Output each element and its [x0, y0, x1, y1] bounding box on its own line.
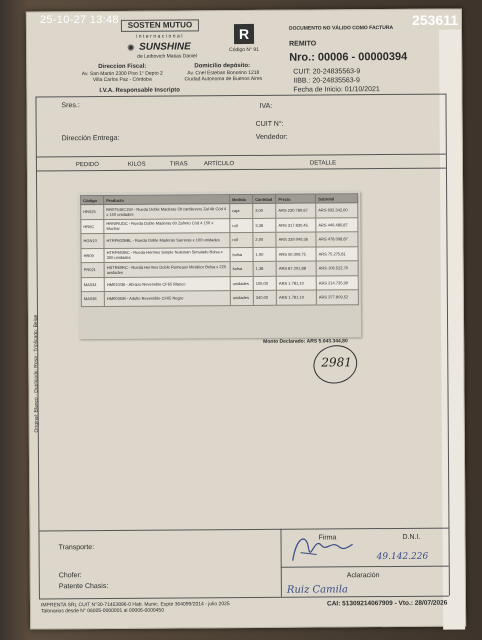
- th-price: Precio: [276, 194, 316, 203]
- cuit: CUIT: 20-24835563-9: [293, 68, 361, 76]
- document-letter: R: [234, 24, 254, 44]
- cell-price: ARS 1.781,10: [276, 276, 316, 291]
- sunshine-logo: SUNSHINE: [139, 41, 191, 53]
- cell-qty: 100,00: [253, 276, 276, 291]
- cell-qty: 340,00: [253, 290, 276, 305]
- aclaracion-label: Aclaración: [346, 572, 380, 580]
- footer-split: [280, 529, 281, 597]
- seller-label: Vendedor:: [255, 133, 288, 141]
- col-detalle: DETALLE: [309, 160, 337, 167]
- codigo-number: Código N° 91: [229, 46, 259, 54]
- printer-info: IMPRENTA SRL CUIT N°30-71453896-0 Hab. Munic. Expte 364099/2014 - julio 2025: [40, 601, 230, 609]
- cell-qty: 3,38: [253, 218, 276, 233]
- photo-timestamp: 25-10-27 13:48: [40, 14, 119, 26]
- cell-product: HRN/RUDC - Rueda Doble Maderas 60 Zafreto Cód 4 150 x Mochar: [104, 218, 230, 233]
- sun-icon: ✺: [127, 42, 135, 53]
- cell-unit: roll: [230, 218, 253, 233]
- cell-subtotal: ARS 106.522,70: [316, 261, 358, 276]
- cell-code: HR0C: [81, 219, 104, 234]
- cell-qty: 1,38: [253, 261, 276, 276]
- declared-total: Monto Declarado: ARS 5.043.344,80: [263, 338, 348, 345]
- cell-unit: bolsa: [230, 261, 253, 276]
- cell-qty: 3,00: [253, 203, 276, 218]
- cell-unit: unidades: [230, 290, 253, 305]
- transport-label: Transporte:: [58, 544, 95, 552]
- cell-unit: roll: [230, 232, 253, 247]
- cell-unit: caja: [230, 203, 253, 218]
- plate-label: Patente Chasis:: [58, 582, 109, 591]
- photo-id: 253611: [412, 12, 458, 28]
- fiscal-line1: Av. San Martin 2300 Piso 1° Depto 2: [81, 70, 163, 78]
- cell-code: MA034: [81, 277, 104, 292]
- cell-code: HR09: [81, 248, 104, 263]
- cell-subtotal: ARS 478.098,87: [316, 232, 358, 247]
- col-kilos: KILOS: [127, 161, 146, 168]
- divider: [38, 528, 448, 532]
- dni-handwritten: 49.142.226: [376, 551, 429, 563]
- firma-label: Firma: [318, 534, 337, 542]
- th-code: Código: [81, 195, 104, 204]
- dni-label: D.N.I.: [402, 533, 421, 541]
- cell-price: ARS 230.780,67: [276, 203, 316, 218]
- deposit-line1: Av. Cnel Esteban Bonorino 1218: [187, 69, 260, 77]
- col-tiras: TIRAS: [169, 161, 188, 168]
- cell-product: HTRP602BBL - Rueda Doble Maderas Sarreras x 100 unidades: [104, 233, 230, 248]
- remito-number: Nro.: 00006 - 00000394: [289, 50, 408, 64]
- th-product: Producto: [104, 195, 230, 205]
- cell-code: PR021: [81, 262, 104, 277]
- cell-code: HGN10: [81, 233, 104, 248]
- cell-unit: bolsa: [230, 247, 253, 262]
- cell-subtotal: ARS 377.809,52: [316, 290, 358, 305]
- cell-qty: 2,00: [253, 232, 276, 247]
- printer-range: Talonarios desde N° 06005-0000001 al 00006-0000450: [41, 607, 164, 615]
- cell-code: MA036: [81, 291, 104, 306]
- fiscal-title: Direccion Fiscal:: [98, 63, 147, 71]
- iva-condition: I.V.A. Responsable Inscripto: [99, 87, 180, 95]
- cell-unit: unidades: [230, 276, 253, 291]
- doc-type: REMITO: [289, 40, 317, 48]
- driver-label: Chofer:: [58, 572, 82, 580]
- cell-product: HTRP602BC - Rueda Hermes Simple Nuleman Simulado Bolsa x 300 unidades: [104, 247, 230, 262]
- cell-product: HM010/36 - Abrazo Reversible CF65 Blanco: [104, 276, 230, 291]
- divider: [281, 566, 449, 568]
- brand-owner: de Leibovich Matias Daniel: [137, 53, 197, 60]
- cuit-label: CUIT N°:: [255, 120, 284, 128]
- col-articulo: ARTÍCULO: [203, 161, 235, 168]
- divider: [39, 596, 449, 600]
- cell-price: ARS 50.309,75: [276, 247, 316, 262]
- th-unit: Medida: [230, 194, 253, 203]
- start-date: Fecha de Inicio: 01/10/2021: [293, 86, 380, 94]
- cell-price: ARS 317.830,45: [276, 218, 316, 233]
- th-qty: Cantidad: [253, 194, 276, 203]
- aclaracion-handwritten: Ruiz Camila: [286, 584, 349, 596]
- cell-price: ARS 239.049,36: [276, 232, 316, 247]
- page-edge: [439, 29, 465, 629]
- cell-subtotal: ARS 214.735,90: [316, 275, 358, 290]
- cell-subtotal: ARS 75.275,81: [316, 246, 358, 261]
- iva-label: IVA:: [259, 102, 273, 110]
- cell-price: ARS 1.781,10: [276, 290, 316, 305]
- cell-product: RR07546C159 - Rueda Doble Maderas 5ft cantilevers Zal Alt Cód 4 x 150 unidades: [104, 204, 230, 219]
- logo-subtitle: internacional: [136, 33, 184, 40]
- cai-info: CAI: 51309214067909 - Vto.: 28/07/2026: [326, 599, 448, 608]
- fiscal-line2: Villa Carlos Paz - Córdoba: [92, 76, 152, 84]
- detail-table: [80, 193, 359, 306]
- th-subtotal: Subtotal: [316, 194, 358, 203]
- delivery-label: Dirección Entrega:: [61, 134, 120, 143]
- table-row: [81, 290, 358, 306]
- remito-page: [26, 8, 466, 629]
- deposit-line2: Ciudad Autonoma de Buenos Aires: [184, 75, 263, 83]
- divider: [35, 94, 445, 98]
- cell-code: HR025: [81, 204, 104, 219]
- cell-subtotal: ARS 440.480,87: [316, 217, 358, 232]
- sosten-mutuo-logo: SOSTEN MUTUO: [121, 19, 199, 32]
- cell-product: HSTR60RC - Rueda Hermes Doble Rumeaux Metálico Bolsa x 225 unidades: [104, 262, 230, 277]
- handwritten-number: 2981: [321, 355, 352, 370]
- col-pedido: PEDIDO: [75, 162, 99, 169]
- doc-note: DOCUMENTO NO VÁLIDO COMO FACTURA: [288, 24, 394, 32]
- cell-price: ARS 87.201,88: [276, 261, 316, 276]
- cell-qty: 1,00: [253, 247, 276, 262]
- iibb: IIBB.: 20-24835563-9: [293, 77, 360, 85]
- signature: [286, 530, 356, 566]
- deposit-title: Domicilio depósito:: [194, 62, 251, 70]
- sres-label: Sres.:: [61, 102, 80, 110]
- divider: [36, 154, 446, 158]
- copy-legend: Original: Blanco - Duplicado: Rosa - Triplicado: Beige: [32, 314, 40, 433]
- cell-subtotal: ARS 692.342,00: [316, 203, 358, 218]
- cell-product: HM0035/B - Adulto Reversible CF65 Negro: [104, 291, 230, 306]
